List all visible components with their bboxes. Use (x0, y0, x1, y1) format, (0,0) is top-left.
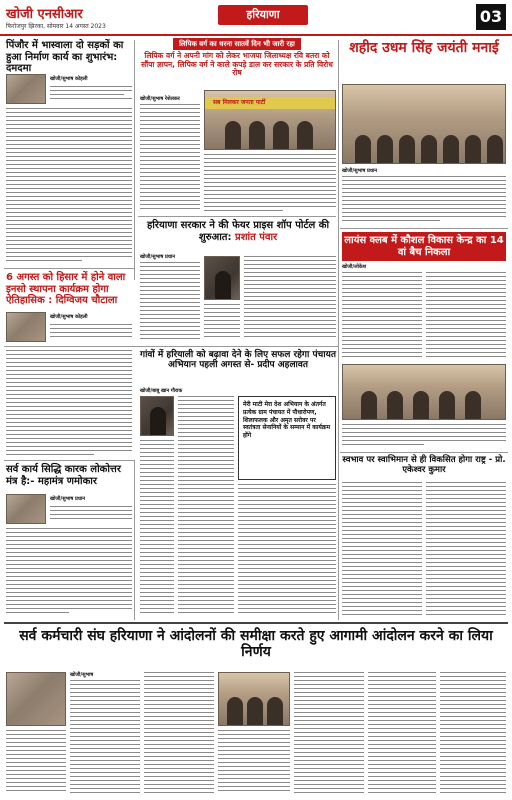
section-divider (4, 268, 134, 269)
story-photo (342, 84, 506, 164)
story-body (140, 104, 200, 214)
section-divider (138, 216, 336, 217)
story-photo (6, 494, 46, 524)
section-divider (4, 460, 134, 461)
story-photo-portrait (140, 396, 174, 436)
story-byline: खोजी/सुभाष प्रधान (342, 168, 378, 174)
story-photo (204, 90, 336, 150)
story-headline: पिंजौर में भास्वाला दो सड़कों का हुआ निर्माण कार्य का शुभारंभ: दमदमा (6, 40, 124, 74)
story-byline: खोजी/बाबू खान गौराक (140, 388, 183, 394)
story-headline: लिपिक वर्ग ने अपनी मांग को लेकर भाजपा जिलाध्यक्ष रवि बतरा को सौंपा ज्ञापन, लिपिक वर्ग ने काले कपड़े डाल कर सरकार के प्रति विरोध रोष (141, 51, 333, 78)
story-body (178, 396, 234, 618)
story-body (440, 672, 506, 796)
story-body (204, 154, 336, 214)
story-body (50, 506, 132, 524)
story-body (6, 346, 132, 458)
story-headline: गांवों में हरियाली को बढ़ावा देने के लिए सफल रहेगा पंचायत अभियान पहली अगस्त से- प्रदीप अहलावत (140, 350, 336, 371)
story-byline: खोजी/सुभाष कोहली (50, 76, 88, 82)
story-body (218, 730, 290, 796)
story-headline-box (342, 232, 506, 261)
story-headline: सर्व कर्मचारी संघ हरियाणा ने आंदोलनों की समीक्षा करते हुए आगामी आंदोलन करने का लिया निर्णय (19, 628, 493, 661)
column-rule (338, 40, 339, 620)
story-photo-portrait (204, 256, 240, 300)
story-byline: खोजी/सुभाष प्रधान (50, 496, 86, 502)
story-headline: सर्व कार्य सिद्धि कारक लोकोत्तर मंत्र है:- महामंत्र णमोकार (6, 464, 121, 487)
story-body (50, 324, 132, 342)
story-byline: खोजी/सुभाष रेशेलकर (140, 96, 180, 102)
story-body (204, 304, 240, 342)
story-body (368, 672, 436, 796)
section-divider (340, 452, 508, 453)
story-photo (218, 672, 290, 726)
story-body (144, 672, 214, 796)
headline-main: हरियाणा सरकार ने की फेयर प्राइस शॉप पोर्टल की शुरुआत: (146, 220, 330, 243)
section-divider (4, 622, 508, 624)
story-body (70, 680, 140, 796)
story-body (342, 176, 506, 226)
story-body (244, 256, 336, 342)
story-byline: खोजी/सुभाष प्रधान (140, 254, 176, 260)
story-body (342, 272, 422, 362)
photo-banner-text: सब मिलकर जनता पार्टी (213, 99, 266, 106)
story-byline: खोजी/सुभाष कोहली (50, 314, 88, 320)
story-body (426, 272, 506, 362)
column-rule (134, 460, 135, 620)
story-headline: स्वभाव पर स्वाभिमान से ही विकसित होगा राष्ट्र - प्रो. एकेश्वर कुमार (342, 455, 506, 475)
story-photo (6, 312, 46, 342)
story-body (342, 482, 422, 618)
masthead (0, 0, 512, 36)
story-headline: लायंस क्लब में कौशल विकास केन्द्र का 14 वां बैच निकला (344, 235, 504, 258)
section-title: हरियाणा (218, 5, 308, 25)
story-body (140, 262, 200, 342)
story-body (238, 484, 336, 618)
story-body (6, 528, 132, 618)
story-kicker (138, 40, 336, 48)
story-body (140, 440, 174, 618)
story-body (6, 108, 132, 264)
story-body (50, 86, 132, 104)
story-photo (6, 672, 66, 726)
story-headline: शहीद उधम सिंह जयंती मनाई (349, 40, 499, 56)
story-photo (6, 74, 46, 104)
headline-name: प्रशांत पंवार (235, 231, 278, 243)
column-rule (134, 40, 135, 280)
story-headline: 6 अगस्त को हिसार में होने वाला इनसो स्थापना कार्यक्रम होगा ऐतिहासिक : दिग्विजय चौटाला (6, 272, 126, 306)
story-body (426, 482, 506, 618)
kicker-label: लिपिक वर्ग का धरना सातवें दिन भी जारी रहा (173, 38, 301, 50)
story-photo (342, 364, 506, 420)
story-byline: खोजी/लोकेश (342, 264, 367, 270)
edition-date: फिरोजपुर झिरका, सोमवार 14 अगस्त 2023 (6, 23, 106, 30)
section-divider (4, 346, 338, 347)
story-body (294, 672, 364, 796)
story-body (6, 730, 66, 796)
section-divider (340, 228, 508, 229)
pull-quote: मेरी माटी मेरा देश अभियान के अंतर्गत प्रत्येक ग्राम पंचायत में पौधारोपण, शिलाफलक और अमृत सरोवर पर स्वतंत्रता सेनानियों के सम्मान में कार्यक्रम होंगे (238, 396, 336, 480)
page-number: 03 (476, 4, 506, 30)
story-byline: खोजी/सुभाष (70, 672, 94, 678)
story-body (342, 424, 506, 450)
story-headline (140, 220, 336, 243)
newspaper-logo: खोजी एनसीआर (6, 7, 83, 22)
